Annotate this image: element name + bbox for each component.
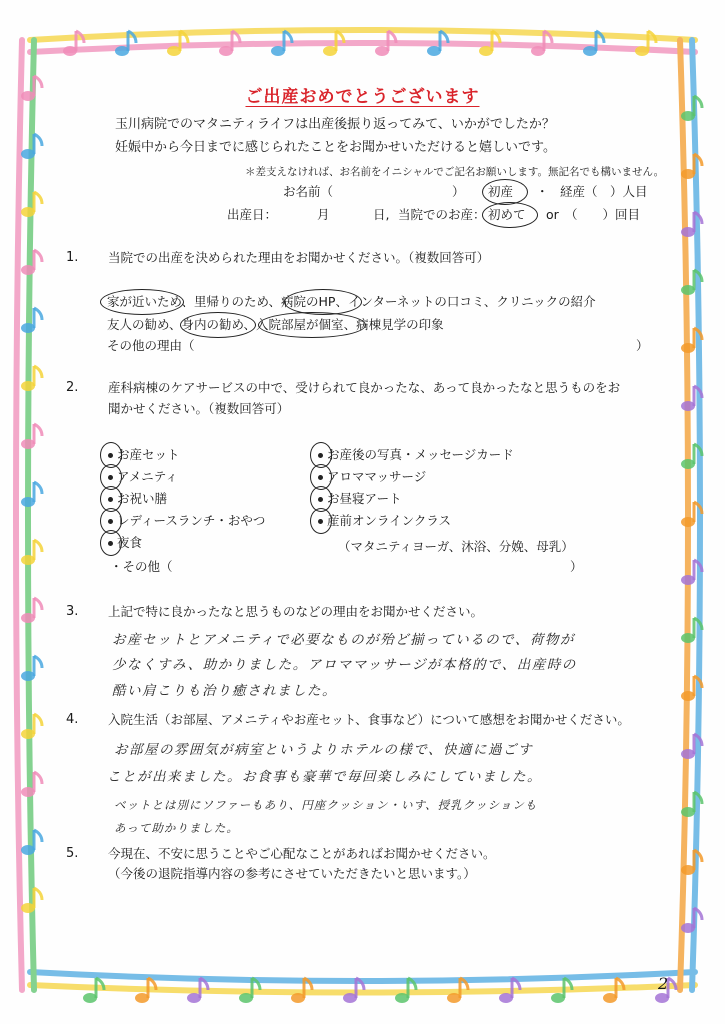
option-label: アメニティ	[117, 469, 178, 484]
intro-note: ＊差支えなければ、お名前をイニシャルでご記名お願いします。無記名でも構いません。	[245, 166, 665, 178]
first-time-option: 初めて	[488, 207, 526, 222]
q3-answer-line-1: お産セットとアメニティで必要なものが殆ど揃っているので、荷物が	[112, 632, 575, 648]
first-time-circle	[482, 202, 538, 228]
intro-line-1: 玉川病院でのマタニティライフは出産後振り返ってみて、いかがでしたか？	[115, 117, 555, 132]
q5-number: 5.	[66, 846, 79, 861]
option-near-home: 家が近いため	[107, 294, 182, 309]
check-circle	[310, 508, 332, 534]
option-others: 、インターネットの口コミ、クリニックの紹介	[335, 294, 596, 309]
intro-line-2: 妊娠中から今日までに感じられたことをお聞かせいただけると嬉しいです。	[115, 140, 556, 155]
option-label: 産前オンラインクラス	[327, 513, 452, 528]
day-label: 日,	[373, 207, 390, 222]
private-room-circle	[258, 312, 366, 338]
page-number: 2	[658, 974, 669, 993]
music-note-icon	[21, 424, 42, 449]
date-label: 出産日：	[227, 207, 278, 222]
near-home-circle	[100, 289, 184, 315]
q5-question-line-2: （今後の退院指導内容の参考にさせていただきたいと思います。）	[108, 866, 476, 881]
option-ward-tour: 、病棟見学の印象	[343, 317, 444, 332]
q3-answer-line-2: 少なくすみ、助かりました。アロママッサージが本格的で、出産時の	[112, 657, 577, 673]
q3-question: 上記で特に良かったなと思うものなどの理由をお聞かせください。	[108, 604, 484, 619]
option-return-home: 、里帰りのため、	[181, 294, 282, 309]
q2-online-class-sub: （マタニティヨーガ、沐浴、分娩、母乳）	[338, 539, 574, 554]
q4-answer-line-2: ことが出来ました。お食事も豪華で毎回楽しみにしていました。	[107, 769, 542, 785]
q1-other-reason: その他の理由（	[107, 338, 195, 353]
option-label: アロママッサージ	[327, 469, 427, 484]
q1-other-close: ）	[636, 338, 649, 353]
option-label: お祝い膳	[117, 491, 168, 506]
page-title: ご出産おめでとうございます	[245, 87, 480, 107]
q1-question: 当院での出産を決められた理由をお聞かせください。（複数回答可）	[108, 250, 490, 265]
music-note-icon	[21, 540, 42, 565]
q2-right-item	[318, 447, 514, 463]
q4-question: 入院生活（お部屋、アメニティやお産セット、食事など）について感想をお聞かせください。	[108, 712, 630, 727]
family-recommend-circle	[180, 312, 256, 338]
q2-other: ・その他（	[110, 559, 173, 574]
music-note-icon	[21, 482, 42, 507]
q4-answer-line-1: お部屋の雰囲気が病室というよりホテルの様で、快適に過ごす	[114, 742, 534, 758]
name-close: ）	[452, 184, 465, 199]
q2-question-line-2: 聞かせください。（複数回答可）	[108, 401, 290, 416]
first-birth-option: 初産	[488, 184, 514, 199]
option-label: お産セット	[117, 447, 180, 462]
hospital-birth-label: 当院でのお産：	[398, 207, 486, 222]
q5-question-line-1: 今現在、不安に思うことやご心配なことがあればお聞かせください。	[108, 846, 496, 861]
q2-right-item	[318, 469, 426, 485]
option-family-recommend: 身内の勧め	[181, 317, 244, 332]
option-private-room: 入院部屋が個室	[256, 317, 344, 332]
music-note-icon	[21, 598, 42, 623]
option-label: お昼寝アート	[327, 491, 402, 506]
name-label: お名前（	[283, 184, 334, 199]
q2-number: 2.	[66, 380, 79, 395]
q4-number: 4.	[66, 712, 79, 727]
q3-number: 3.	[66, 604, 79, 619]
q1-number: 1.	[66, 250, 79, 265]
q2-left-item	[108, 513, 265, 529]
check-circle	[100, 530, 122, 556]
q4-answer-line-3: ベットとは別にソファーもあり、円座クッション・いす、授乳クッションも	[114, 798, 538, 812]
multi-birth-option: 経産（ ）人目	[560, 184, 648, 199]
q2-other-close: ）	[570, 559, 583, 574]
option-friend-recommend: 友人の勧め、	[107, 317, 182, 332]
q3-answer-line-3: 酷い肩こりも治り癒されました。	[112, 683, 337, 699]
birth-bullet: ・	[536, 184, 549, 199]
first-birth-circle	[482, 179, 528, 205]
q2-right-item	[318, 513, 451, 529]
option-label: お産後の写真・メッセージカード	[327, 447, 514, 462]
hospital-hp-circle	[284, 289, 362, 315]
option-label: 夜食	[117, 535, 143, 550]
times-option: or （ ）回目	[546, 207, 641, 222]
q4-answer-line-4: あって助かりました。	[114, 821, 239, 835]
option-separator: 、	[243, 317, 257, 332]
option-hospital-hp: 病院のHP	[281, 294, 336, 309]
q2-question-line-1: 産科病棟のケアサービスの中で、受けられて良かったな、あって良かったなと思うものをお	[108, 380, 621, 395]
month-label: 月	[317, 207, 330, 222]
option-label: レディースランチ・おやつ	[117, 513, 266, 528]
